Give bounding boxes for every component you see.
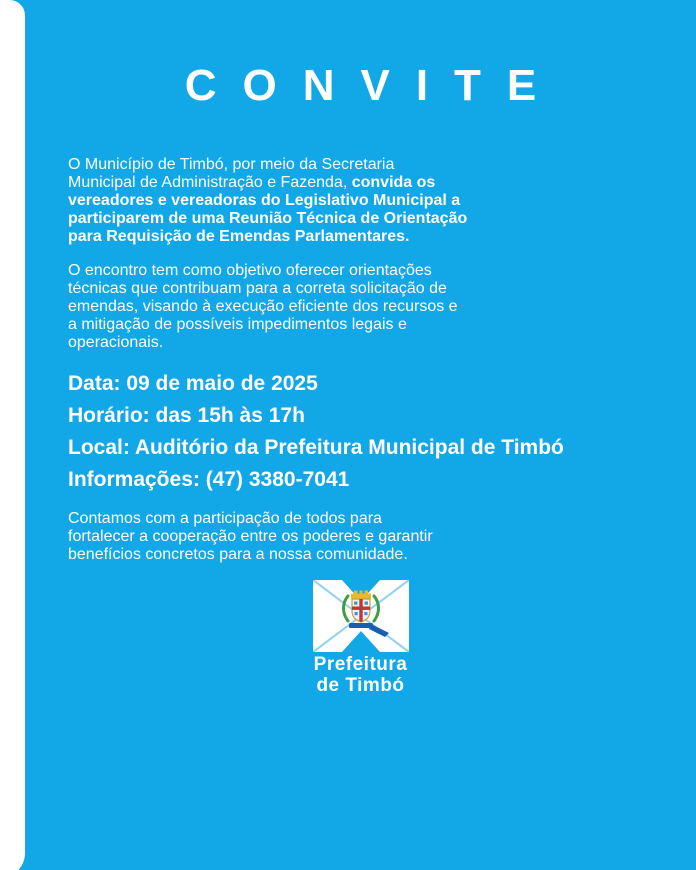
detail-info: Informações: (47) 3380-7041 bbox=[68, 468, 350, 491]
intro-line: participarem de uma Reunião Técnica de Orientação bbox=[68, 210, 468, 227]
org-line2: de Timbó bbox=[316, 675, 405, 696]
timbo-flag-icon bbox=[313, 580, 409, 652]
objective-line: O encontro tem como objetivo oferecer orientações bbox=[68, 262, 432, 279]
closing-line: Contamos com a participação de todos para bbox=[68, 510, 382, 527]
left-margin-strip bbox=[0, 0, 25, 870]
closing-line: fortalecer a cooperação entre os poderes e garantir bbox=[68, 528, 433, 545]
intro-line bbox=[68, 174, 653, 192]
footer-logo bbox=[68, 580, 653, 696]
detail-location: Local: Auditório da Prefeitura Municipal de Timbó bbox=[68, 436, 564, 459]
event-details bbox=[68, 368, 653, 496]
intro-line: O Município de Timbó, por meio da Secretaria bbox=[68, 156, 395, 173]
org-name bbox=[68, 654, 653, 696]
objective-line: técnicas que contribuam para a correta solicitação de bbox=[68, 280, 447, 297]
crown bbox=[351, 591, 371, 600]
intro-line: vereadores e vereadoras do Legislativo Municipal a bbox=[68, 192, 461, 209]
invite-title: CONVITE bbox=[184, 61, 563, 110]
detail-date: Data: 09 de maio de 2025 bbox=[68, 372, 318, 395]
objective-line: emendas, visando à execução eficiente dos recursos e bbox=[68, 298, 458, 315]
invitation-content bbox=[68, 0, 653, 696]
intro-line2-bold: convida os bbox=[351, 174, 436, 191]
intro-line: para Requisição de Emendas Parlamentares. bbox=[68, 228, 410, 245]
detail-time: Horário: das 15h às 17h bbox=[68, 404, 305, 427]
closing-line: benefícios concretos para a nossa comunidade. bbox=[68, 546, 408, 563]
objective-line: operacionais. bbox=[68, 334, 164, 351]
intro-line2-normal: Municipal de Administração e Fazenda, bbox=[68, 174, 352, 191]
scroll bbox=[349, 623, 373, 628]
org-line1: Prefeitura bbox=[313, 654, 408, 675]
objective-line: a mitigação de possíveis impedimentos legais e bbox=[68, 316, 407, 333]
